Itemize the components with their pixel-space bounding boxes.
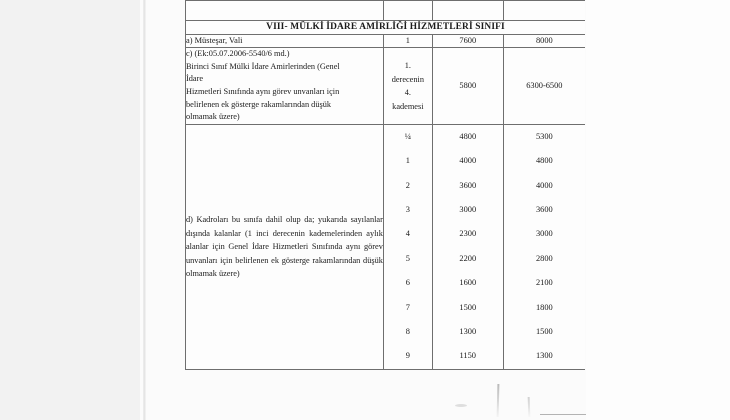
grade-item: 1 [405,156,410,166]
table-row-musteşar-vali [186,35,586,48]
label-line: Hizmetleri Sınıfında aynı görev unvanları için [186,87,340,97]
grade-item: 4 [405,229,410,239]
label-line: c) (Ek:05.07.2006-5540/6 md.) [186,49,290,59]
figure2-item: 1300 [535,351,553,361]
table-row-kadrolari [186,124,586,369]
blank-figure1-cell [432,1,503,21]
table-row-birinci-sinif [186,48,586,125]
grade-line: 1. [404,61,411,71]
label-line: İdare [186,74,204,84]
page-fold-line [143,0,146,420]
figure1-item: 1150 [459,351,476,361]
grade-item: 9 [405,351,410,361]
figure1-stack-cell [432,124,503,369]
figure1-item: 2300 [459,229,477,239]
figure1-item: 1300 [459,327,477,337]
grade-item: 5 [405,253,410,263]
figure2-item: 4800 [535,156,553,166]
figure2-item: 1800 [535,302,553,312]
grade-item: ¼ [404,131,411,141]
blank-figure2-cell [503,1,585,21]
figure1-item: 1500 [459,302,477,312]
grade-item: 3 [405,205,410,215]
label-line: Birinci Sınıf Mülki İdare Amirlerinden (Genel [186,61,340,71]
blank-label-cell [186,1,384,21]
row-grade: 1 [383,35,432,48]
row-label: a) Müsteşar, Vali [186,35,384,48]
figure2-item: 3600 [535,205,553,215]
row-paragraph-text: d) Kadroları bu sınıfa dahil olup da; yukarıda sayılanlar dışında kalanlar (1 inci derecenin kademelerinden aylık alanlar için Genel İdare Hizmetleri Sınıfında aynı görev unvanları için belirlenen ek gösterge rakamlarından düşük olmamak üzere) [186,215,383,279]
grade-item: 7 [405,302,410,312]
figure1-list [433,125,503,369]
grade-item: 8 [405,327,410,337]
figure2-item: 4000 [535,180,553,190]
table-row-section-title [186,21,586,35]
figure1-item: 4800 [459,131,477,141]
grade-item: 6 [405,278,410,288]
grade-line: kademesi [392,101,424,111]
figure1-item: 2200 [459,253,477,263]
grade-item: 2 [405,180,410,190]
figure2-item: 2100 [535,278,553,288]
row-figure2: 8000 [503,35,585,48]
label-line: belirlenen ek gösterge rakamlarından düşük [186,99,331,109]
row-figure1: 7600 [432,35,503,48]
figure1-item: 3000 [459,205,477,215]
figure2-item: 1500 [535,327,553,337]
row-figure1: 5800 [432,48,503,125]
figure2-item: 2800 [535,253,553,263]
page-left-margin-shade [0,0,140,420]
figure2-item: 5300 [535,131,553,141]
table-row-blank [186,1,586,21]
blank-grade-cell [383,1,432,21]
row-label-multiline [186,48,384,125]
figure1-item: 1600 [459,278,477,288]
salary-grade-table [185,0,585,370]
grade-list [384,125,432,369]
grade-line: 4. [404,88,411,98]
row-paragraph-cell [186,124,384,369]
row-figure2: 6300-6500 [503,48,585,125]
grade-stack-cell [383,124,432,369]
page-right-margin [586,0,730,420]
figure2-stack-cell [503,124,585,369]
label-line: olmamak üzere) [186,112,240,122]
figure2-list [504,125,585,369]
section-title: VIII- MÜLKİ İDARE AMİRLİĞİ HİZMETLERİ SINIFI [186,21,586,35]
grade-line: derecenin [391,74,424,84]
figure1-item: 3600 [459,180,477,190]
row-grade-multiline [383,48,432,125]
figure2-item: 3000 [535,229,553,239]
figure1-item: 4000 [459,156,477,166]
